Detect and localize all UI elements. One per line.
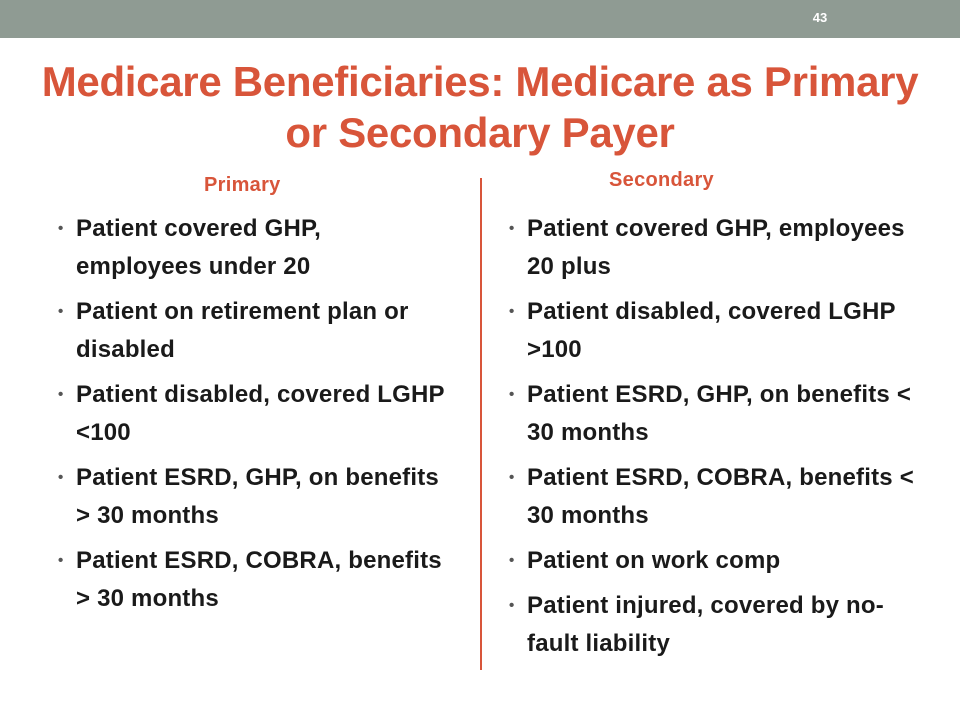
list-item — [58, 293, 458, 369]
list-item — [509, 459, 929, 535]
list-item-text: Patient on work comp — [527, 547, 781, 574]
list-item-text: Patient ESRD, GHP, on benefits > 30 months — [76, 464, 439, 529]
list-item-text: Patient covered GHP, employees 20 plus — [527, 215, 905, 280]
list-item — [509, 542, 929, 580]
bullet-icon: • — [58, 220, 64, 237]
list-item — [509, 376, 929, 452]
bullet-icon: • — [509, 303, 515, 320]
list-item — [58, 210, 458, 286]
bullet-icon: • — [509, 597, 515, 614]
list-item-text: Patient on retirement plan or disabled — [76, 298, 409, 363]
primary-heading: Primary — [204, 174, 281, 196]
list-item — [58, 376, 458, 452]
list-item — [58, 542, 458, 618]
list-item — [509, 293, 929, 369]
list-item — [58, 459, 458, 535]
secondary-list — [509, 210, 929, 670]
list-item-text: Patient disabled, covered LGHP <100 — [76, 381, 445, 446]
bullet-icon: • — [509, 220, 515, 237]
slide-title: Medicare Beneficiaries: Medicare as Primary or Secondary Payer — [41, 58, 919, 156]
list-item-text: Patient ESRD, GHP, on benefits < 30 months — [527, 381, 912, 446]
column-divider — [480, 178, 482, 670]
top-bar — [0, 0, 960, 38]
primary-list — [58, 210, 458, 625]
bullet-icon: • — [509, 386, 515, 403]
bullet-icon: • — [58, 469, 64, 486]
bullet-icon: • — [509, 552, 515, 569]
list-item-text: Patient ESRD, COBRA, benefits < 30 months — [527, 464, 914, 529]
bullet-icon: • — [58, 386, 64, 403]
list-item — [509, 587, 929, 663]
list-item-text: Patient disabled, covered LGHP >100 — [527, 298, 896, 363]
bullet-icon: • — [58, 552, 64, 569]
page-number: 43 — [812, 10, 828, 25]
secondary-heading: Secondary — [609, 169, 714, 191]
list-item-text: Patient injured, covered by no-fault liability — [527, 592, 884, 657]
list-item — [509, 210, 929, 286]
bullet-icon: • — [58, 303, 64, 320]
list-item-text: Patient ESRD, COBRA, benefits > 30 months — [76, 547, 442, 612]
bullet-icon: • — [509, 469, 515, 486]
list-item-text: Patient covered GHP, employees under 20 — [76, 215, 321, 280]
